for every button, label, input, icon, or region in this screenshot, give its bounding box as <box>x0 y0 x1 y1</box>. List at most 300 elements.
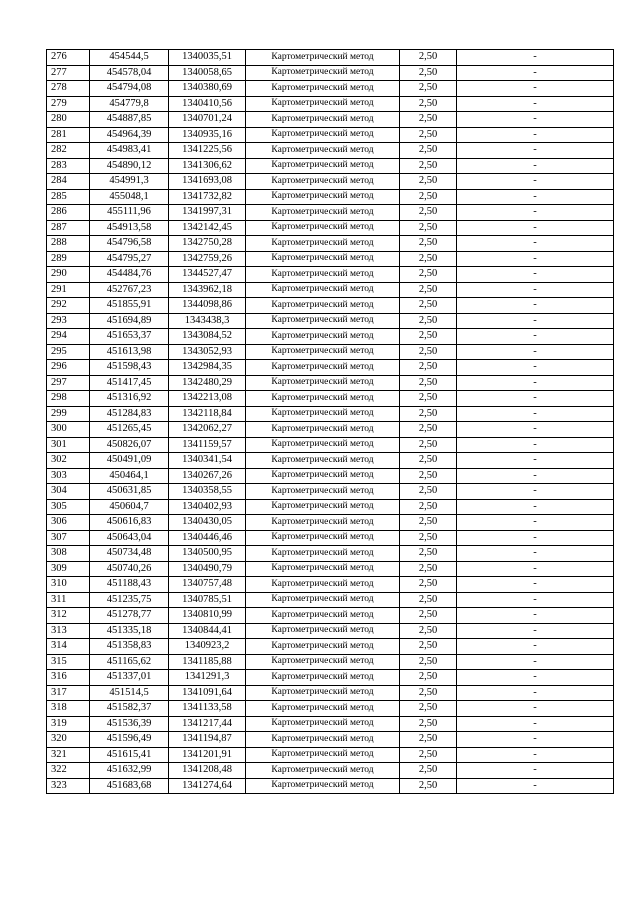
y-coordinate-cell: 1340058,65 <box>169 65 246 81</box>
table-row <box>47 174 614 190</box>
method-cell: Картометрический метод <box>246 468 400 484</box>
point-number-cell: 286 <box>47 205 90 221</box>
point-number-cell: 317 <box>47 685 90 701</box>
x-coordinate-cell: 450643,04 <box>90 530 169 546</box>
description-cell: - <box>457 174 614 190</box>
method-cell: Картометрический метод <box>246 158 400 174</box>
description-cell: - <box>457 592 614 608</box>
description-cell: - <box>457 251 614 267</box>
point-number-cell: 309 <box>47 561 90 577</box>
method-cell: Картометрический метод <box>246 282 400 298</box>
x-coordinate-cell: 454887,85 <box>90 112 169 128</box>
description-cell: - <box>457 65 614 81</box>
description-cell: - <box>457 515 614 531</box>
x-coordinate-cell: 451284,83 <box>90 406 169 422</box>
method-cell: Картометрический метод <box>246 189 400 205</box>
accuracy-cell: 2,50 <box>400 158 457 174</box>
method-cell: Картометрический метод <box>246 716 400 732</box>
x-coordinate-cell: 451265,45 <box>90 422 169 438</box>
table-row <box>47 484 614 500</box>
accuracy-cell: 2,50 <box>400 515 457 531</box>
point-number-cell: 284 <box>47 174 90 190</box>
table-row <box>47 282 614 298</box>
accuracy-cell: 2,50 <box>400 654 457 670</box>
point-number-cell: 311 <box>47 592 90 608</box>
accuracy-cell: 2,50 <box>400 685 457 701</box>
point-number-cell: 287 <box>47 220 90 236</box>
method-cell: Картометрический метод <box>246 174 400 190</box>
accuracy-cell: 2,50 <box>400 592 457 608</box>
x-coordinate-cell: 451536,39 <box>90 716 169 732</box>
accuracy-cell: 2,50 <box>400 112 457 128</box>
accuracy-cell: 2,50 <box>400 329 457 345</box>
table-row <box>47 220 614 236</box>
table-row <box>47 143 614 159</box>
description-cell: - <box>457 112 614 128</box>
x-coordinate-cell: 454796,58 <box>90 236 169 252</box>
x-coordinate-cell: 451694,89 <box>90 313 169 329</box>
y-coordinate-cell: 1343438,3 <box>169 313 246 329</box>
y-coordinate-cell: 1340935,16 <box>169 127 246 143</box>
point-number-cell: 321 <box>47 747 90 763</box>
method-cell: Картометрический метод <box>246 65 400 81</box>
accuracy-cell: 2,50 <box>400 701 457 717</box>
y-coordinate-cell: 1343962,18 <box>169 282 246 298</box>
description-cell: - <box>457 468 614 484</box>
method-cell: Картометрический метод <box>246 623 400 639</box>
x-coordinate-cell: 451278,77 <box>90 608 169 624</box>
table-row <box>47 639 614 655</box>
accuracy-cell: 2,50 <box>400 468 457 484</box>
method-cell: Картометрический метод <box>246 298 400 314</box>
x-coordinate-cell: 451235,75 <box>90 592 169 608</box>
y-coordinate-cell: 1340500,95 <box>169 546 246 562</box>
accuracy-cell: 2,50 <box>400 406 457 422</box>
point-number-cell: 312 <box>47 608 90 624</box>
y-coordinate-cell: 1341159,57 <box>169 437 246 453</box>
accuracy-cell: 2,50 <box>400 453 457 469</box>
point-number-cell: 307 <box>47 530 90 546</box>
x-coordinate-cell: 451514,5 <box>90 685 169 701</box>
y-coordinate-cell: 1342984,35 <box>169 360 246 376</box>
point-number-cell: 301 <box>47 437 90 453</box>
method-cell: Картометрический метод <box>246 96 400 112</box>
point-number-cell: 323 <box>47 778 90 794</box>
y-coordinate-cell: 1342750,28 <box>169 236 246 252</box>
table-row <box>47 158 614 174</box>
x-coordinate-cell: 454544,5 <box>90 50 169 66</box>
x-coordinate-cell: 454913,58 <box>90 220 169 236</box>
x-coordinate-cell: 450616,83 <box>90 515 169 531</box>
description-cell: - <box>457 220 614 236</box>
accuracy-cell: 2,50 <box>400 50 457 66</box>
accuracy-cell: 2,50 <box>400 375 457 391</box>
description-cell: - <box>457 391 614 407</box>
description-cell: - <box>457 670 614 686</box>
accuracy-cell: 2,50 <box>400 189 457 205</box>
description-cell: - <box>457 329 614 345</box>
x-coordinate-cell: 450826,07 <box>90 437 169 453</box>
point-number-cell: 281 <box>47 127 90 143</box>
table-row <box>47 189 614 205</box>
point-number-cell: 280 <box>47 112 90 128</box>
table-body <box>47 50 614 794</box>
table-row <box>47 251 614 267</box>
table-row <box>47 360 614 376</box>
method-cell: Картометрический метод <box>246 778 400 794</box>
y-coordinate-cell: 1340923,2 <box>169 639 246 655</box>
method-cell: Картометрический метод <box>246 406 400 422</box>
description-cell: - <box>457 143 614 159</box>
y-coordinate-cell: 1340410,56 <box>169 96 246 112</box>
x-coordinate-cell: 454794,08 <box>90 81 169 97</box>
table-row <box>47 515 614 531</box>
x-coordinate-cell: 454890,12 <box>90 158 169 174</box>
method-cell: Картометрический метод <box>246 267 400 283</box>
x-coordinate-cell: 451335,18 <box>90 623 169 639</box>
description-cell: - <box>457 732 614 748</box>
accuracy-cell: 2,50 <box>400 81 457 97</box>
point-number-cell: 315 <box>47 654 90 670</box>
method-cell: Картометрический метод <box>246 313 400 329</box>
y-coordinate-cell: 1343084,52 <box>169 329 246 345</box>
y-coordinate-cell: 1341274,64 <box>169 778 246 794</box>
table-row <box>47 716 614 732</box>
method-cell: Картометрический метод <box>246 437 400 453</box>
description-cell: - <box>457 313 614 329</box>
description-cell: - <box>457 654 614 670</box>
table-row <box>47 81 614 97</box>
y-coordinate-cell: 1342142,45 <box>169 220 246 236</box>
x-coordinate-cell: 451613,98 <box>90 344 169 360</box>
y-coordinate-cell: 1340490,79 <box>169 561 246 577</box>
coordinates-table <box>46 49 614 794</box>
table-row <box>47 329 614 345</box>
table-row <box>47 375 614 391</box>
point-number-cell: 292 <box>47 298 90 314</box>
y-coordinate-cell: 1341091,64 <box>169 685 246 701</box>
table-row <box>47 391 614 407</box>
description-cell: - <box>457 577 614 593</box>
accuracy-cell: 2,50 <box>400 267 457 283</box>
y-coordinate-cell: 1344527,47 <box>169 267 246 283</box>
accuracy-cell: 2,50 <box>400 484 457 500</box>
y-coordinate-cell: 1342118,84 <box>169 406 246 422</box>
point-number-cell: 303 <box>47 468 90 484</box>
y-coordinate-cell: 1343052,93 <box>169 344 246 360</box>
description-cell: - <box>457 453 614 469</box>
y-coordinate-cell: 1344098,86 <box>169 298 246 314</box>
description-cell: - <box>457 608 614 624</box>
y-coordinate-cell: 1340810,99 <box>169 608 246 624</box>
x-coordinate-cell: 454795,27 <box>90 251 169 267</box>
point-number-cell: 313 <box>47 623 90 639</box>
y-coordinate-cell: 1340701,24 <box>169 112 246 128</box>
accuracy-cell: 2,50 <box>400 437 457 453</box>
point-number-cell: 291 <box>47 282 90 298</box>
accuracy-cell: 2,50 <box>400 96 457 112</box>
point-number-cell: 296 <box>47 360 90 376</box>
y-coordinate-cell: 1340035,51 <box>169 50 246 66</box>
method-cell: Картометрический метод <box>246 453 400 469</box>
point-number-cell: 310 <box>47 577 90 593</box>
method-cell: Картометрический метод <box>246 375 400 391</box>
y-coordinate-cell: 1340358,55 <box>169 484 246 500</box>
method-cell: Картометрический метод <box>246 515 400 531</box>
x-coordinate-cell: 455048,1 <box>90 189 169 205</box>
description-cell: - <box>457 189 614 205</box>
description-cell: - <box>457 282 614 298</box>
description-cell: - <box>457 778 614 794</box>
y-coordinate-cell: 1341291,3 <box>169 670 246 686</box>
table-row <box>47 763 614 779</box>
point-number-cell: 294 <box>47 329 90 345</box>
x-coordinate-cell: 450604,7 <box>90 499 169 515</box>
x-coordinate-cell: 450491,09 <box>90 453 169 469</box>
x-coordinate-cell: 454991,3 <box>90 174 169 190</box>
y-coordinate-cell: 1341306,62 <box>169 158 246 174</box>
y-coordinate-cell: 1341693,08 <box>169 174 246 190</box>
y-coordinate-cell: 1340844,41 <box>169 623 246 639</box>
point-number-cell: 320 <box>47 732 90 748</box>
accuracy-cell: 2,50 <box>400 298 457 314</box>
point-number-cell: 285 <box>47 189 90 205</box>
description-cell: - <box>457 158 614 174</box>
accuracy-cell: 2,50 <box>400 65 457 81</box>
x-coordinate-cell: 452767,23 <box>90 282 169 298</box>
method-cell: Картометрический метод <box>246 205 400 221</box>
accuracy-cell: 2,50 <box>400 174 457 190</box>
accuracy-cell: 2,50 <box>400 546 457 562</box>
description-cell: - <box>457 685 614 701</box>
accuracy-cell: 2,50 <box>400 716 457 732</box>
point-number-cell: 278 <box>47 81 90 97</box>
y-coordinate-cell: 1341208,48 <box>169 763 246 779</box>
description-cell: - <box>457 127 614 143</box>
x-coordinate-cell: 451632,99 <box>90 763 169 779</box>
description-cell: - <box>457 236 614 252</box>
y-coordinate-cell: 1340402,93 <box>169 499 246 515</box>
x-coordinate-cell: 451188,43 <box>90 577 169 593</box>
accuracy-cell: 2,50 <box>400 205 457 221</box>
x-coordinate-cell: 450734,48 <box>90 546 169 562</box>
method-cell: Картометрический метод <box>246 577 400 593</box>
point-number-cell: 279 <box>47 96 90 112</box>
table-row <box>47 236 614 252</box>
description-cell: - <box>457 406 614 422</box>
table-row <box>47 499 614 515</box>
description-cell: - <box>457 499 614 515</box>
accuracy-cell: 2,50 <box>400 499 457 515</box>
method-cell: Картометрический метод <box>246 422 400 438</box>
point-number-cell: 295 <box>47 344 90 360</box>
table-row <box>47 437 614 453</box>
x-coordinate-cell: 451855,91 <box>90 298 169 314</box>
point-number-cell: 282 <box>47 143 90 159</box>
x-coordinate-cell: 454578,04 <box>90 65 169 81</box>
table-row <box>47 313 614 329</box>
document-page <box>46 49 613 794</box>
table-row <box>47 96 614 112</box>
method-cell: Картометрический метод <box>246 654 400 670</box>
description-cell: - <box>457 530 614 546</box>
method-cell: Картометрический метод <box>246 763 400 779</box>
point-number-cell: 277 <box>47 65 90 81</box>
table-row <box>47 112 614 128</box>
point-number-cell: 300 <box>47 422 90 438</box>
point-number-cell: 298 <box>47 391 90 407</box>
point-number-cell: 288 <box>47 236 90 252</box>
method-cell: Картометрический метод <box>246 639 400 655</box>
point-number-cell: 318 <box>47 701 90 717</box>
description-cell: - <box>457 50 614 66</box>
point-number-cell: 289 <box>47 251 90 267</box>
x-coordinate-cell: 451683,68 <box>90 778 169 794</box>
y-coordinate-cell: 1340446,46 <box>169 530 246 546</box>
point-number-cell: 293 <box>47 313 90 329</box>
y-coordinate-cell: 1342480,29 <box>169 375 246 391</box>
accuracy-cell: 2,50 <box>400 577 457 593</box>
y-coordinate-cell: 1341217,44 <box>169 716 246 732</box>
table-row <box>47 406 614 422</box>
accuracy-cell: 2,50 <box>400 623 457 639</box>
description-cell: - <box>457 437 614 453</box>
description-cell: - <box>457 747 614 763</box>
method-cell: Картометрический метод <box>246 344 400 360</box>
table-row <box>47 65 614 81</box>
accuracy-cell: 2,50 <box>400 561 457 577</box>
table-row <box>47 623 614 639</box>
table-row <box>47 732 614 748</box>
method-cell: Картометрический метод <box>246 112 400 128</box>
x-coordinate-cell: 451358,83 <box>90 639 169 655</box>
accuracy-cell: 2,50 <box>400 313 457 329</box>
table-row <box>47 747 614 763</box>
x-coordinate-cell: 451582,37 <box>90 701 169 717</box>
y-coordinate-cell: 1341194,87 <box>169 732 246 748</box>
table-row <box>47 422 614 438</box>
accuracy-cell: 2,50 <box>400 732 457 748</box>
y-coordinate-cell: 1341185,88 <box>169 654 246 670</box>
description-cell: - <box>457 205 614 221</box>
x-coordinate-cell: 451653,37 <box>90 329 169 345</box>
table-row <box>47 267 614 283</box>
x-coordinate-cell: 451598,43 <box>90 360 169 376</box>
description-cell: - <box>457 763 614 779</box>
x-coordinate-cell: 451165,62 <box>90 654 169 670</box>
accuracy-cell: 2,50 <box>400 747 457 763</box>
method-cell: Картометрический метод <box>246 220 400 236</box>
accuracy-cell: 2,50 <box>400 391 457 407</box>
table-row <box>47 127 614 143</box>
table-row <box>47 577 614 593</box>
method-cell: Картометрический метод <box>246 127 400 143</box>
x-coordinate-cell: 454779,8 <box>90 96 169 112</box>
y-coordinate-cell: 1342213,08 <box>169 391 246 407</box>
y-coordinate-cell: 1342759,26 <box>169 251 246 267</box>
accuracy-cell: 2,50 <box>400 422 457 438</box>
accuracy-cell: 2,50 <box>400 143 457 159</box>
table-row <box>47 608 614 624</box>
point-number-cell: 319 <box>47 716 90 732</box>
table-row <box>47 654 614 670</box>
table-row <box>47 344 614 360</box>
description-cell: - <box>457 96 614 112</box>
description-cell: - <box>457 701 614 717</box>
x-coordinate-cell: 450464,1 <box>90 468 169 484</box>
accuracy-cell: 2,50 <box>400 670 457 686</box>
y-coordinate-cell: 1341225,56 <box>169 143 246 159</box>
accuracy-cell: 2,50 <box>400 127 457 143</box>
table-row <box>47 530 614 546</box>
y-coordinate-cell: 1340380,69 <box>169 81 246 97</box>
method-cell: Картометрический метод <box>246 747 400 763</box>
table-row <box>47 50 614 66</box>
x-coordinate-cell: 454484,76 <box>90 267 169 283</box>
table-row <box>47 701 614 717</box>
y-coordinate-cell: 1340785,51 <box>169 592 246 608</box>
x-coordinate-cell: 450631,85 <box>90 484 169 500</box>
description-cell: - <box>457 344 614 360</box>
method-cell: Картометрический метод <box>246 484 400 500</box>
method-cell: Картометрический метод <box>246 608 400 624</box>
method-cell: Картометрический метод <box>246 546 400 562</box>
y-coordinate-cell: 1342062,27 <box>169 422 246 438</box>
table-row <box>47 546 614 562</box>
point-number-cell: 290 <box>47 267 90 283</box>
description-cell: - <box>457 484 614 500</box>
x-coordinate-cell: 455111,96 <box>90 205 169 221</box>
method-cell: Картометрический метод <box>246 81 400 97</box>
method-cell: Картометрический метод <box>246 732 400 748</box>
point-number-cell: 283 <box>47 158 90 174</box>
point-number-cell: 302 <box>47 453 90 469</box>
table-row <box>47 468 614 484</box>
method-cell: Картометрический метод <box>246 701 400 717</box>
y-coordinate-cell: 1340430,05 <box>169 515 246 531</box>
point-number-cell: 322 <box>47 763 90 779</box>
point-number-cell: 308 <box>47 546 90 562</box>
method-cell: Картометрический метод <box>246 499 400 515</box>
y-coordinate-cell: 1341997,31 <box>169 205 246 221</box>
accuracy-cell: 2,50 <box>400 360 457 376</box>
x-coordinate-cell: 451337,01 <box>90 670 169 686</box>
description-cell: - <box>457 422 614 438</box>
method-cell: Картометрический метод <box>246 670 400 686</box>
accuracy-cell: 2,50 <box>400 530 457 546</box>
accuracy-cell: 2,50 <box>400 344 457 360</box>
accuracy-cell: 2,50 <box>400 763 457 779</box>
method-cell: Картометрический метод <box>246 530 400 546</box>
description-cell: - <box>457 267 614 283</box>
x-coordinate-cell: 454964,39 <box>90 127 169 143</box>
y-coordinate-cell: 1341201,91 <box>169 747 246 763</box>
x-coordinate-cell: 451316,92 <box>90 391 169 407</box>
y-coordinate-cell: 1340267,26 <box>169 468 246 484</box>
y-coordinate-cell: 1341732,82 <box>169 189 246 205</box>
accuracy-cell: 2,50 <box>400 778 457 794</box>
point-number-cell: 305 <box>47 499 90 515</box>
method-cell: Картометрический метод <box>246 143 400 159</box>
accuracy-cell: 2,50 <box>400 639 457 655</box>
table-row <box>47 453 614 469</box>
description-cell: - <box>457 639 614 655</box>
point-number-cell: 304 <box>47 484 90 500</box>
table-row <box>47 298 614 314</box>
description-cell: - <box>457 623 614 639</box>
y-coordinate-cell: 1340757,48 <box>169 577 246 593</box>
description-cell: - <box>457 546 614 562</box>
